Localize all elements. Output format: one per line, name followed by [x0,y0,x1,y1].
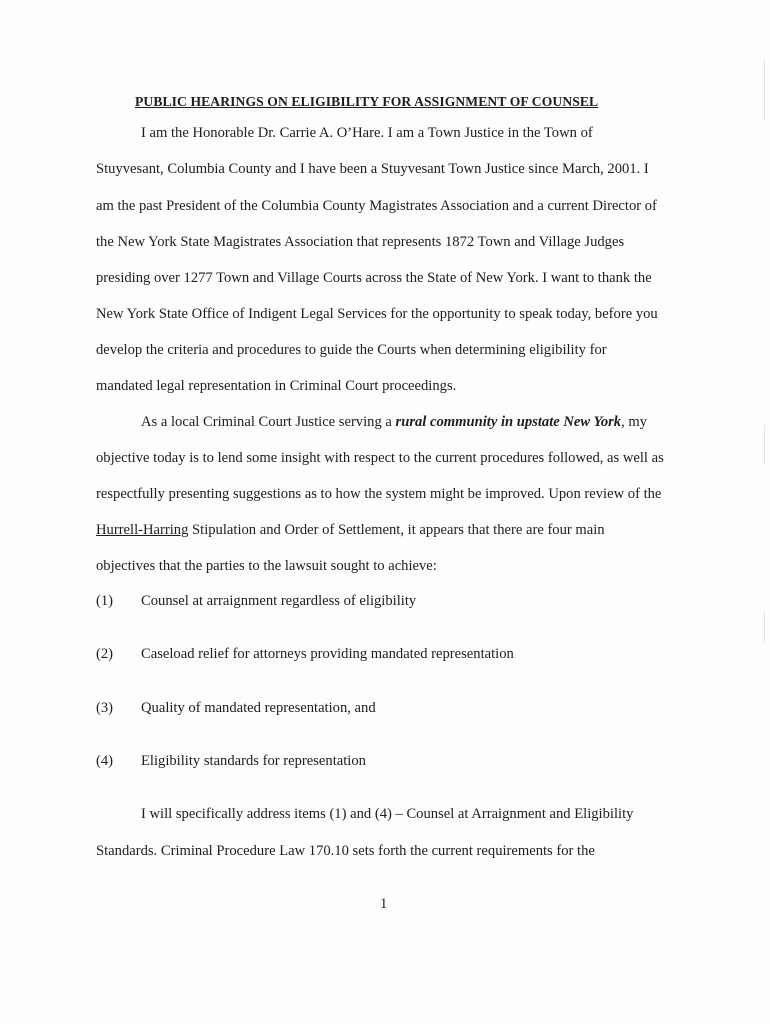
paragraph-line: New York State Office of Indigent Legal Services for the opportunity to speak today, before you [96,306,658,322]
list-item-number: (3) [96,700,114,716]
list-item-text: Quality of mandated representation, and [141,700,376,716]
list-item-number: (2) [96,646,114,662]
paragraph-line: I am the Honorable Dr. Carrie A. O’Hare. I am a Town Justice in the Town of [141,125,593,141]
paragraph-line: respectfully presenting suggestions as to how the system might be improved. Upon review of the [96,486,662,502]
paragraph-line: Standards. Criminal Procedure Law 170.10 sets forth the current requirements for the [96,843,595,859]
paragraph-line: objectives that the parties to the lawsuit sought to achieve: [96,558,437,574]
emphasized-phrase: rural community in upstate New York [395,414,622,430]
paragraph-line [96,521,605,539]
paragraph-line [141,413,647,431]
text-span: Stipulation and Order of Settlement, it appears that there are four main [188,522,605,538]
list-item-text: Counsel at arraignment regardless of eligibility [141,593,417,609]
scan-artifact [764,612,765,642]
list-item-number: (1) [96,593,114,609]
text-span: As a local Criminal Court Justice serving a [141,414,396,430]
list-item-number: (4) [96,753,114,769]
paragraph-line: presiding over 1277 Town and Village Courts across the State of New York. I want to thank the [96,270,652,286]
page-number: 1 [380,896,388,912]
text-span: , my [621,414,648,430]
paragraph-line: develop the criteria and procedures to guide the Courts when determining eligibility for [96,342,607,358]
paragraph-line: am the past President of the Columbia County Magistrates Association and a current Director of [96,198,657,214]
scan-artifact [764,425,765,465]
list-item-text: Caseload relief for attorneys providing mandated representation [141,646,514,662]
list-item-text: Eligibility standards for representation [141,753,366,769]
case-name: Hurrell-Harring [96,522,189,538]
document-title: PUBLIC HEARINGS ON ELIGIBILITY FOR ASSIGNMENT OF COUNSEL [135,94,599,109]
paragraph-line: the New York State Magistrates Association that represents 1872 Town and Village Judges [96,234,625,250]
paragraph-line: mandated legal representation in Criminal Court proceedings. [96,378,457,394]
paragraph-line: Stuyvesant, Columbia County and I have been a Stuyvesant Town Justice since March, 2001. I [96,161,649,177]
paragraph-line: I will specifically address items (1) and (4) – Counsel at Arraignment and Eligibility [141,806,634,822]
scan-artifact [764,60,765,120]
paragraph-line: objective today is to lend some insight with respect to the current procedures followed, as well as [96,450,664,466]
